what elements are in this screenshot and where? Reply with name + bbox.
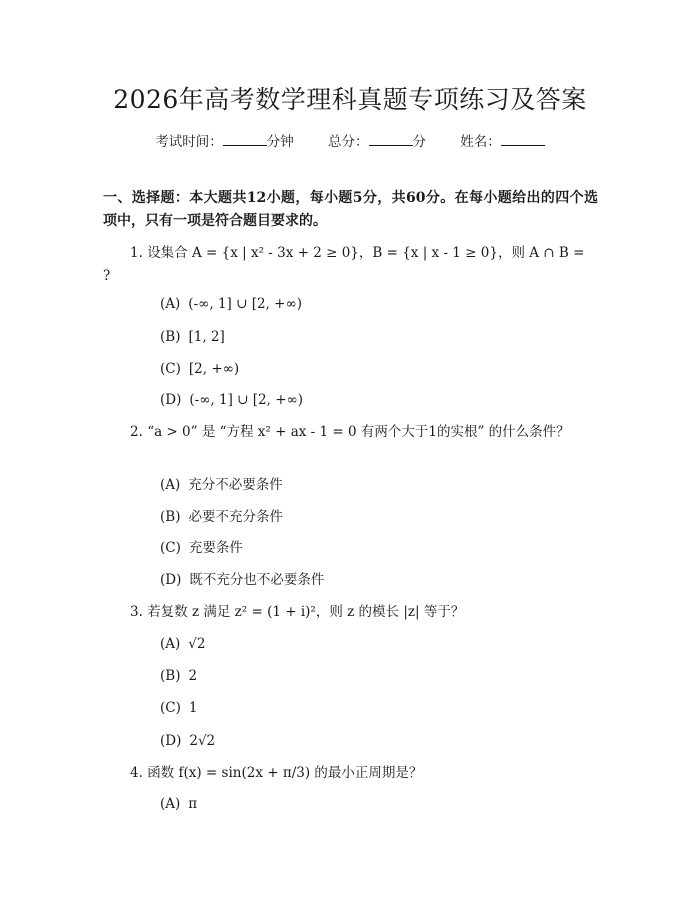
- total-score-field: [328, 134, 426, 150]
- option-label: (D): [160, 733, 182, 749]
- total-score-label: 总分：: [328, 134, 369, 150]
- option-label: (D): [160, 392, 182, 408]
- question-2-option-b[interactable]: [160, 507, 283, 527]
- exam-time-blank[interactable]: [223, 133, 267, 146]
- option-label: (C): [160, 700, 181, 716]
- option-text: 充要条件: [188, 540, 243, 556]
- option-label: (A): [160, 636, 181, 652]
- question-4-option-a[interactable]: [160, 794, 197, 814]
- question-3-option-b[interactable]: [160, 666, 197, 686]
- question-number: 1.: [130, 245, 143, 261]
- question-1-option-a[interactable]: [160, 294, 302, 314]
- exam-time-field: [155, 134, 294, 150]
- option-label: (C): [160, 540, 181, 556]
- option-text: (-∞, 1] ∪ [2, +∞): [189, 392, 304, 408]
- question-1-option-b[interactable]: [160, 327, 225, 347]
- total-score-blank[interactable]: [369, 133, 413, 146]
- option-label: (A): [160, 796, 181, 812]
- option-label: (B): [160, 329, 181, 345]
- option-text: √2: [188, 636, 206, 652]
- question-number: 2.: [130, 424, 143, 440]
- option-label: (C): [160, 361, 181, 377]
- option-text: 1: [188, 700, 198, 716]
- student-name-field: [460, 134, 545, 150]
- option-text: (-∞, 1] ∪ [2, +∞): [188, 296, 302, 312]
- question-text: 设集合 A = {x | x² - 3x + 2 ≥ 0}，B = {x | x - 1 ≥ 0}，则 A ∩ B = ?: [103, 245, 585, 284]
- option-label: (A): [160, 296, 181, 312]
- question-3: [103, 601, 595, 624]
- question-text: “a > 0” 是 “方程 x² + ax - 1 = 0 有两个大于1的实根” 的什么条件？: [147, 424, 570, 440]
- question-2: [103, 421, 595, 444]
- option-label: (B): [160, 509, 181, 525]
- option-text: π: [188, 796, 198, 812]
- question-3-option-d[interactable]: [160, 731, 215, 751]
- option-label: (D): [160, 572, 182, 588]
- section-heading: 一、选择题：本大题共12小题，每小题5分，共60分。在每小题给出的四个选项中，只有一项是符合题目要求的。: [103, 190, 598, 229]
- question-1-option-d[interactable]: [160, 390, 303, 410]
- student-name-blank[interactable]: [501, 133, 545, 146]
- question-4: [103, 762, 595, 785]
- question-2-option-a[interactable]: [160, 475, 283, 495]
- option-text: 必要不充分条件: [188, 509, 283, 525]
- exam-time-unit: 分钟: [266, 134, 294, 150]
- student-name-label: 姓名：: [460, 134, 501, 150]
- question-1: [103, 242, 595, 288]
- exam-info-line: [0, 130, 700, 150]
- option-text: 2√2: [189, 733, 216, 749]
- option-text: [2, +∞): [188, 361, 240, 377]
- option-label: (B): [160, 668, 181, 684]
- question-3-option-a[interactable]: [160, 634, 206, 654]
- question-2-option-d[interactable]: [160, 570, 324, 590]
- option-text: 既不充分也不必要条件: [189, 572, 325, 588]
- question-text: 函数 f(x) = sin(2x + π/3) 的最小正周期是？: [147, 765, 423, 781]
- total-score-unit: 分: [412, 134, 426, 150]
- question-number: 3.: [130, 604, 143, 620]
- option-text: 2: [188, 668, 198, 684]
- option-text: 充分不必要条件: [188, 477, 283, 493]
- page-title: 2026年高考数学理科真题专项练习及答案: [113, 85, 587, 114]
- question-3-option-c[interactable]: [160, 698, 197, 718]
- question-1-option-c[interactable]: [160, 359, 239, 379]
- exam-time-label: 考试时间：: [155, 134, 223, 150]
- option-label: (A): [160, 477, 181, 493]
- option-text: [1, 2]: [188, 329, 225, 345]
- question-2-option-c[interactable]: [160, 538, 243, 558]
- question-number: 4.: [130, 765, 143, 781]
- question-text: 若复数 z 满足 z² = (1 + i)²，则 z 的模长 |z| 等于？: [147, 604, 465, 620]
